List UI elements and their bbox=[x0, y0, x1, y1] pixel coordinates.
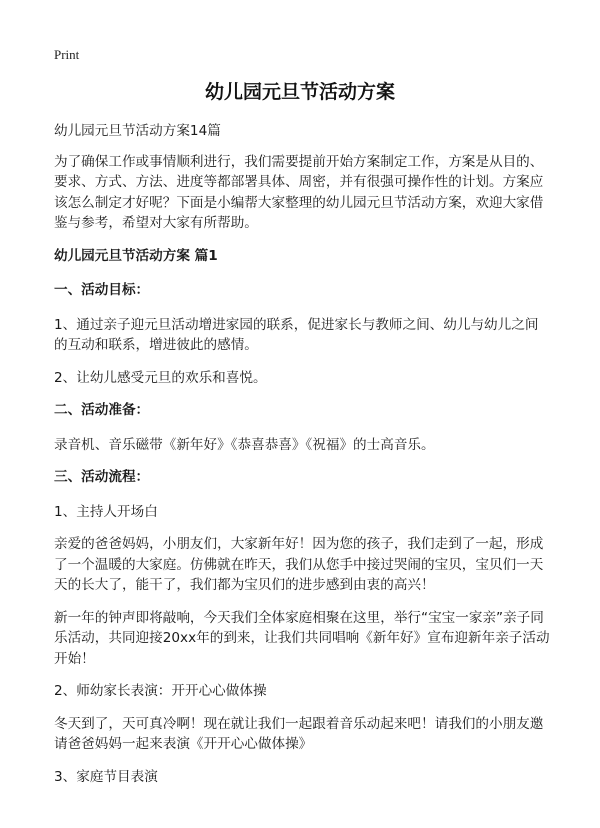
print-link[interactable]: Print bbox=[54, 47, 80, 62]
document-body bbox=[54, 121, 552, 799]
goal-item-2: 2、让幼儿感受元旦的欢乐和喜悦。 bbox=[54, 369, 267, 386]
flow-step-2-text: 冬天到了，天可真冷啊！现在就让我们一起跟着音乐动起来吧！请我们的小朋友邀请爸爸妈妈一起来表演《开开心心做体操》 bbox=[54, 715, 544, 752]
prep-item-1: 录音机、音乐磁带《新年好》《恭喜恭喜》《祝福》的士高音乐。 bbox=[54, 436, 435, 453]
flow-step-3: 3、家庭节目表演 bbox=[54, 768, 158, 785]
subtitle: 幼儿园元旦节活动方案14篇 bbox=[54, 123, 221, 139]
section-heading: 幼儿园元旦节活动方案 篇1 bbox=[54, 247, 218, 264]
intro-paragraph: 为了确保工作或事情顺利进行，我们需要提前开始方案制定工作，方案是从目的、要求、方式、方法、进度等都部署具体、周密，并有很强可操作性的计划。方案应该怎么制定才好呢？下面是小编帮大家整理的幼儿园元旦节活动方案，欢迎大家借鉴与参考，希望对大家有所帮助。 bbox=[54, 153, 544, 231]
heading-prep: 二、活动准备： bbox=[54, 402, 150, 418]
flow-step-1-text-b: 新一年的钟声即将敲响，今天我们全体家庭相聚在这里，举行“宝宝一家亲”亲子同乐活动，共同迎接20xx年的到来，让我们共同唱响《新年好》宣布迎新年亲子活动开始！ bbox=[54, 609, 550, 667]
flow-step-1: 1、主持人开场白 bbox=[54, 503, 158, 520]
heading-flow: 三、活动流程： bbox=[54, 469, 150, 485]
page-title: 幼儿园元旦节活动方案 bbox=[204, 81, 395, 103]
heading-goal: 一、活动目标： bbox=[54, 282, 150, 298]
flow-step-1-text-a: 亲爱的爸爸妈妈，小朋友们，大家新年好！因为您的孩子，我们走到了一起，形成了一个温暖的大家庭。仿佛就在昨天，我们从您手中接过哭闹的宝贝，宝贝们一天天的长大了，能干了，我们都为宝贝们的进步感到由衷的高兴！ bbox=[54, 536, 544, 593]
goal-item-1: 1、通过亲子迎元旦活动增进家园的联系，促进家长与教师之间、幼儿与幼儿之间的互动和联系，增进彼此的感情。 bbox=[54, 316, 539, 353]
flow-step-2: 2、师幼家长表演：开开心心做体操 bbox=[54, 683, 267, 699]
